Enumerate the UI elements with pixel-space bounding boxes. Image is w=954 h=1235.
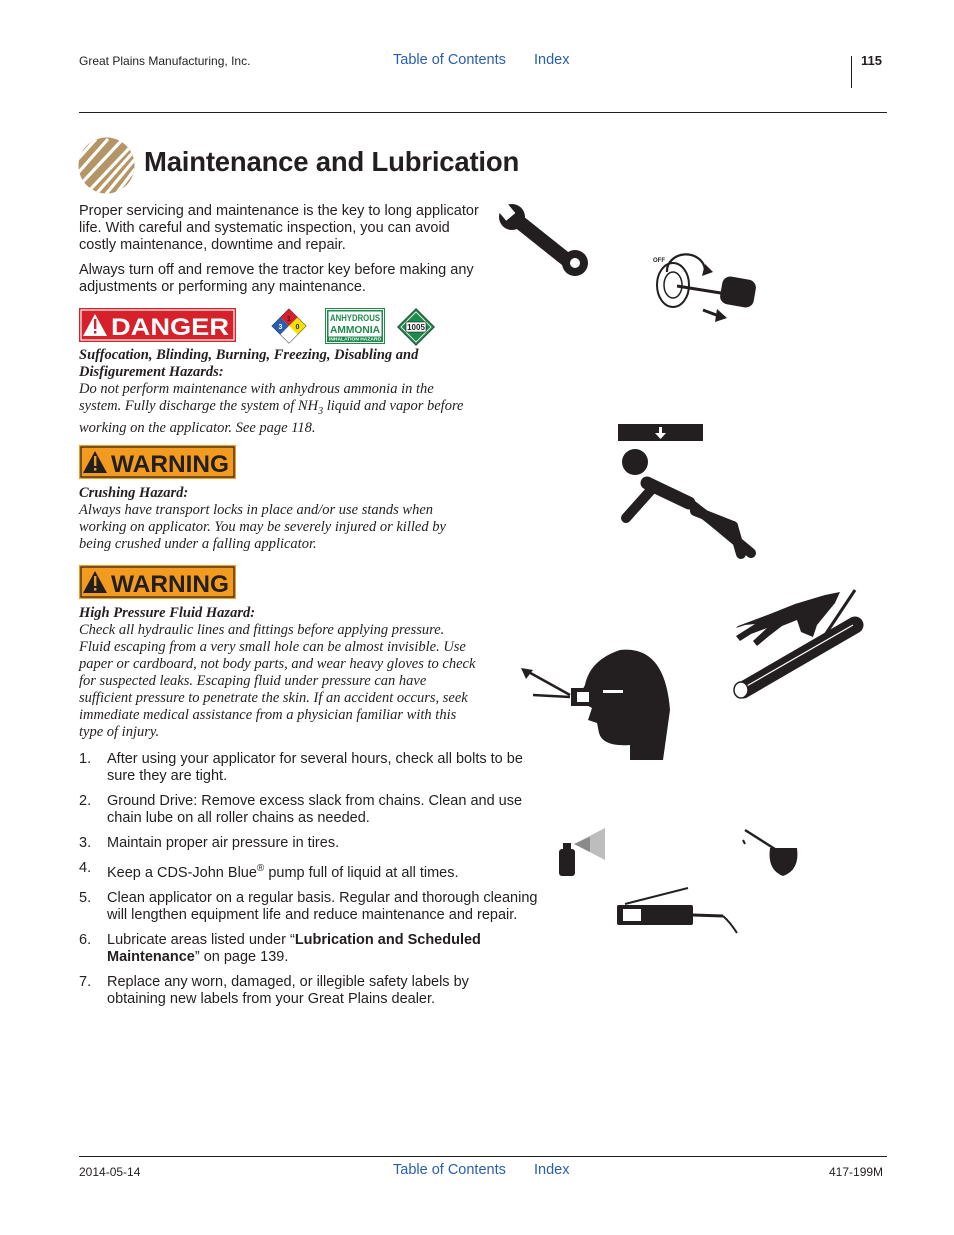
step-text: Ground Drive: Remove excess slack from chains. Clean and use chain lube on all roller chains as needed. xyxy=(107,793,523,826)
header-index-link[interactable]: Index xyxy=(534,52,570,68)
warning-heading-1: Crushing Hazard: xyxy=(79,485,189,501)
danger-message xyxy=(79,347,479,437)
warning-label-text-1: WARNING xyxy=(111,451,229,478)
warning-signal-label-2 xyxy=(79,565,236,599)
key-off-label: OFF xyxy=(653,258,665,264)
warning-message-1 xyxy=(79,485,479,553)
page-number: 115 xyxy=(861,53,882,68)
danger-signal-label xyxy=(79,308,236,342)
nfpa-health: 3 xyxy=(278,324,283,331)
step-text: ” on page 139. xyxy=(194,948,289,965)
step-text: pump full of liquid at all times. xyxy=(264,864,459,881)
step-number: 5. xyxy=(79,889,92,906)
list-item xyxy=(79,974,527,1008)
wrench-icon xyxy=(495,200,588,276)
step-text: Maintain proper air pressure in tires. xyxy=(107,835,340,851)
un-number: 1005 xyxy=(407,323,425,332)
step-number: 4. xyxy=(79,860,92,876)
spray-can-icon xyxy=(559,828,605,876)
nfpa-diamond-icon xyxy=(271,308,307,344)
step-number: 7. xyxy=(79,973,92,990)
step-number: 2. xyxy=(79,793,92,809)
intro-paragraph-2: Always turn off and remove the tractor key before making any adjustments or performing any maintenance. xyxy=(79,262,474,295)
warning-text-1: Always have transport locks in place and/or use stands when working on applicator. You may be severely injured or killed by being crushed under a falling applicator. xyxy=(79,502,446,552)
footer-index-link[interactable]: Index xyxy=(534,1162,570,1178)
header-divider xyxy=(851,56,852,88)
list-item xyxy=(79,932,549,966)
nfpa-flammability: 1 xyxy=(287,316,291,323)
step-crossref: Lubrication and Scheduled Maintenance xyxy=(107,931,481,965)
eye-protection-icon xyxy=(521,650,670,760)
page-title: Maintenance and Lubrication xyxy=(144,146,520,177)
warning-message-2 xyxy=(79,605,479,741)
ignition-key-icon xyxy=(653,254,757,322)
list-item xyxy=(79,835,549,852)
header-toc-link[interactable]: Table of Contents xyxy=(393,52,506,68)
nfpa-reactivity: 0 xyxy=(295,324,300,331)
fluid-injection-hazard-icon xyxy=(734,590,855,698)
footer-rule xyxy=(79,1156,887,1157)
step-number: 6. xyxy=(79,931,92,948)
warning-signal-label-1 xyxy=(79,445,236,479)
list-item xyxy=(79,860,549,882)
company-name: Great Plains Manufacturing, Inc. xyxy=(79,54,251,68)
step-text: Lubricate areas listed under “ xyxy=(107,931,295,948)
list-item xyxy=(79,890,549,924)
footer-doc-number: 417-199M xyxy=(829,1165,884,1179)
footer-date: 2014-05-14 xyxy=(79,1165,141,1179)
intro-paragraph-1: Proper servicing and maintenance is the key to long applicator life. With careful and systematic inspection, you can avoid costly maintenance, downtime and repair. xyxy=(79,203,479,253)
list-item xyxy=(79,793,549,827)
grease-gun-icon xyxy=(617,888,737,933)
danger-text-subscript: 3 xyxy=(318,405,324,417)
step-number: 1. xyxy=(79,751,92,767)
maintenance-illustrations xyxy=(495,200,895,940)
danger-text-part2: liquid and vapor before working on the applicator. See page 118. xyxy=(79,398,464,436)
warning-heading-2: High Pressure Fluid Hazard: xyxy=(79,605,256,621)
warning-text-2: Check all hydraulic lines and fittings before applying pressure. Fluid escaping from a very small hole can be almost invisible. Use paper or cardboard, not body parts, and wear heavy gloves to check for suspected leaks. Escaping fluid under pressure can have sufficient pressure to penetrate the skin. If an accident occurs, seek immediate medical assistance from a physician familiar with this type of injury. xyxy=(79,622,476,740)
footer-toc-link[interactable]: Table of Contents xyxy=(393,1162,506,1178)
maintenance-steps-list xyxy=(79,751,549,1016)
danger-heading: Suffocation, Blinding, Burning, Freezing, Disabling and Disfigurement Hazards: xyxy=(79,347,419,380)
danger-label-text: DANGER xyxy=(111,314,229,341)
step-text: Keep a CDS-John Blue xyxy=(107,864,257,881)
step-text: Replace any worn, damaged, or illegible safety labels by obtaining new labels from your Great Plains dealer. xyxy=(107,973,469,1007)
list-item xyxy=(79,751,549,785)
section-logo-icon xyxy=(78,137,135,194)
anhydrous-ammonia-placard xyxy=(325,308,385,344)
un-1005-placard-icon xyxy=(397,308,435,346)
placard-line-1: ANHYDROUS xyxy=(330,313,380,323)
step-number: 3. xyxy=(79,835,92,851)
danger-text-part1: Do not perform maintenance with anhydrous ammonia in the system. Fully discharge the system of NH xyxy=(79,381,434,414)
warning-label-text-2: WARNING xyxy=(111,571,229,598)
placard-line-3: INHALATION HAZARD xyxy=(329,336,382,342)
registered-mark: ® xyxy=(256,863,265,874)
crushing-hazard-icon xyxy=(618,424,751,554)
header-rule xyxy=(79,112,887,113)
step-text: After using your applicator for several hours, check all bolts to be sure they are tight. xyxy=(107,751,523,784)
step-text: Clean applicator on a regular basis. Regular and thorough cleaning will lengthen equipment life and reduce maintenance and repair. xyxy=(107,889,538,923)
placard-line-2: AMMONIA xyxy=(330,325,380,336)
oil-can-icon xyxy=(743,830,797,876)
